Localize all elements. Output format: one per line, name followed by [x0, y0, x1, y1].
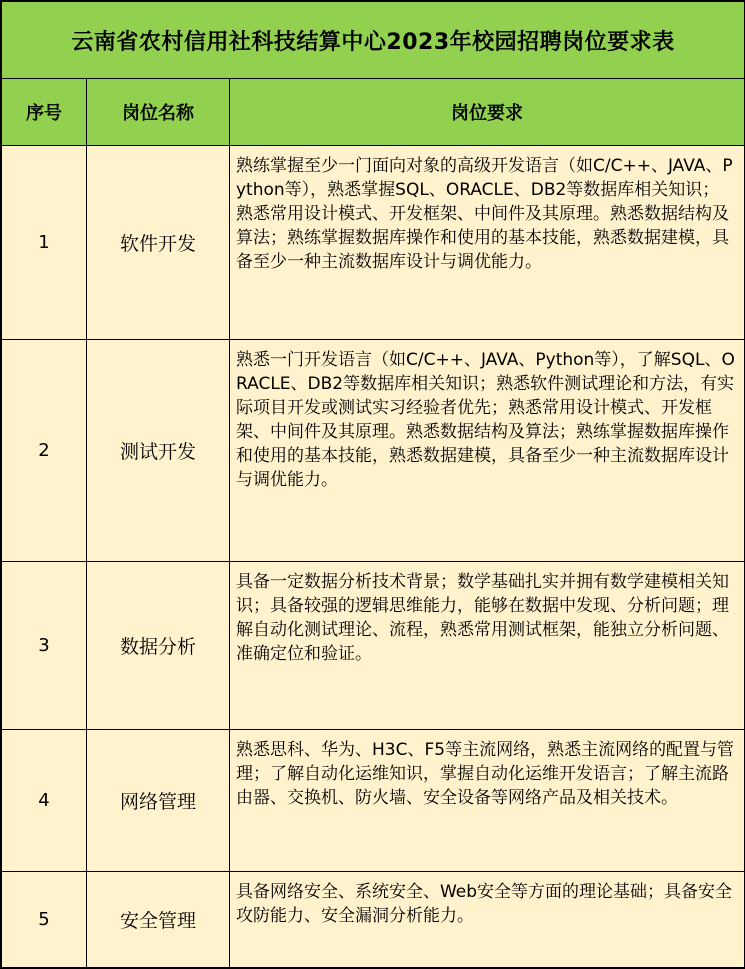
header-position: 岗位名称 — [87, 79, 230, 146]
row-position: 网络管理 — [87, 730, 230, 872]
row-position: 软件开发 — [87, 146, 230, 340]
title-row — [2, 2, 745, 79]
row-position: 安全管理 — [87, 872, 230, 968]
row-index: 3 — [2, 562, 87, 730]
table-title: 云南省农村信用社科技结算中心2023年校园招聘岗位要求表 — [2, 2, 745, 79]
table-row — [2, 146, 745, 340]
table-row — [2, 872, 745, 968]
row-requirement: 熟练掌握至少一门面向对象的高级开发语言（如C/C++、JAVA、Python等），熟悉掌握SQL、ORACLE、DB2等数据库相关知识；熟悉常用设计模式、开发框架、中间件及其原理。熟悉数据结构及算法；熟练掌握数据库操作和使用的基本技能，熟悉数据建模，具备至少一种主流数据库设计与调优能力。 — [230, 146, 745, 340]
row-position: 数据分析 — [87, 562, 230, 730]
header-row — [2, 79, 745, 146]
row-requirement: 熟悉思科、华为、H3C、F5等主流网络，熟悉主流网络的配置与管理；了解自动化运维知识，掌握自动化运维开发语言；了解主流路由器、交换机、防火墙、安全设备等网络产品及相关技术。 — [230, 730, 745, 872]
recruitment-table — [1, 1, 745, 968]
table-row — [2, 562, 745, 730]
row-index: 1 — [2, 146, 87, 340]
table-row — [2, 730, 745, 872]
row-requirement: 具备一定数据分析技术背景；数学基础扎实并拥有数学建模相关知识；具备较强的逻辑思维能力，能够在数据中发现、分析问题；理解自动化测试理论、流程，熟悉常用测试框架，能独立分析问题、准确定位和验证。 — [230, 562, 745, 730]
row-position: 测试开发 — [87, 340, 230, 562]
row-index: 5 — [2, 872, 87, 968]
header-index: 序号 — [2, 79, 87, 146]
row-index: 2 — [2, 340, 87, 562]
row-index: 4 — [2, 730, 87, 872]
row-requirement: 熟悉一门开发语言（如C/C++、JAVA、Python等），了解SQL、ORACLE、DB2等数据库相关知识；熟悉软件测试理论和方法，有实际项目开发或测试实习经验者优先；熟悉常用设计模式、开发框架、中间件及其原理。熟悉数据结构及算法；熟练掌握数据库操作和使用的基本技能，熟悉数据建模，具备至少一种主流数据库设计与调优能力。 — [230, 340, 745, 562]
table-row — [2, 340, 745, 562]
row-requirement: 具备网络安全、系统安全、Web安全等方面的理论基础；具备安全攻防能力、安全漏洞分析能力。 — [230, 872, 745, 968]
header-requirement: 岗位要求 — [230, 79, 745, 146]
